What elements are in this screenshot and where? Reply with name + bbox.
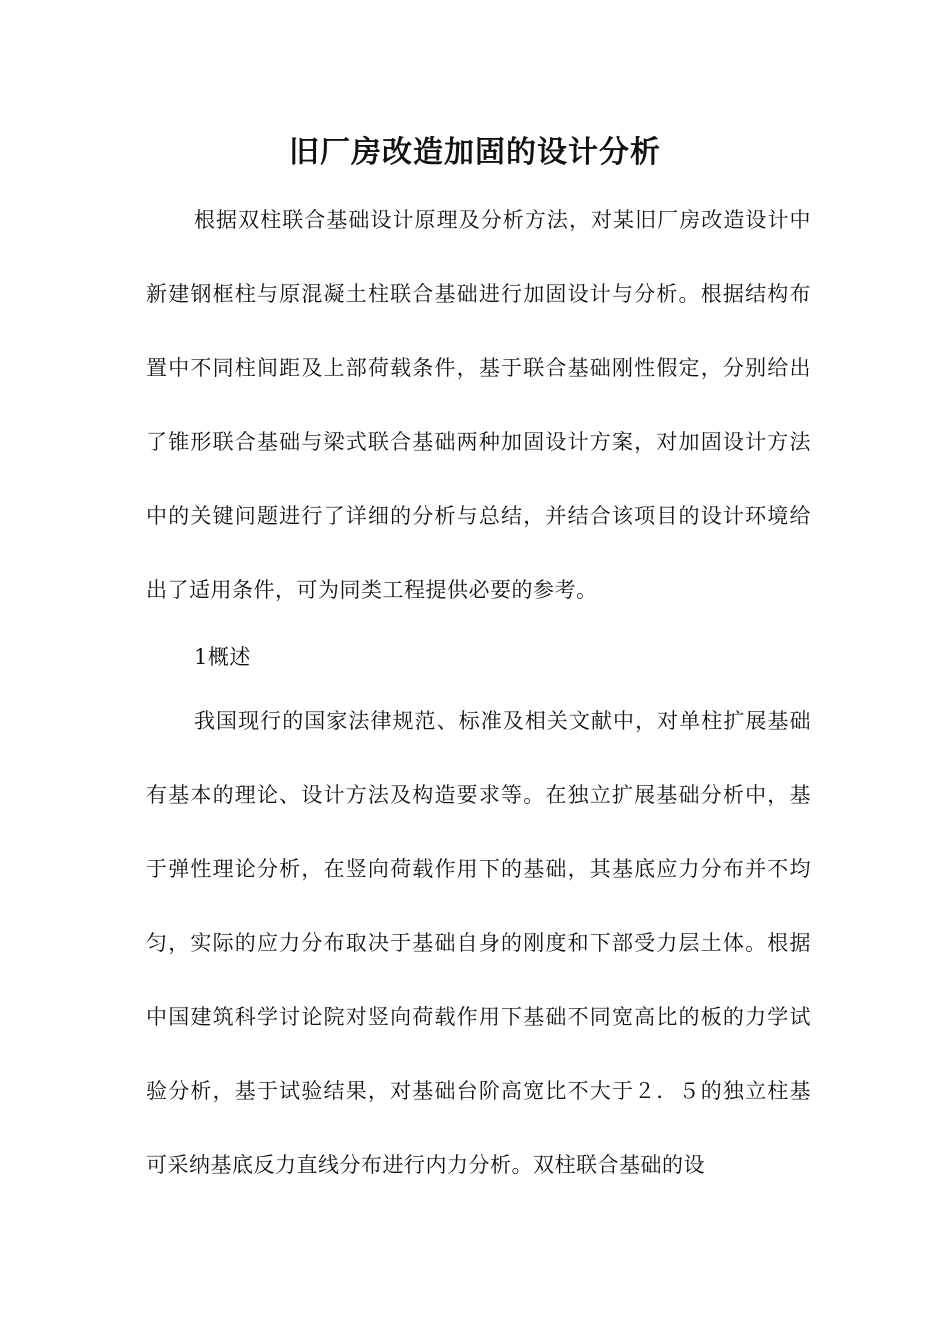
section-heading: 1概述 [194,645,251,669]
abstract-paragraph: 根据双柱联合基础设计原理及分析方法，对某旧厂房改造设计中新建钢框柱与原混凝土柱联合基础进行加固设计与分析。根据结构布置中不同柱间距及上部荷载条件，基于联合基础刚性假定，分别给出了锥形联合基础与梁式联合基础两种加固设计方案，对加固设计方法中的关键问题进行了详细的分析与总结，并结合该项目的设计环境给出了适用条件，可为同类工程提供必要的参考。 [146,208,811,602]
section-body-paragraph: 我国现行的国家法律规范、标准及相关文献中，对单柱扩展基础有基本的理论、设计方法及构造要求等。在独立扩展基础分析中，基于弹性理论分析，在竖向荷载作用下的基础，其基底应力分布并不均匀，实际的应力分布取决于基础自身的刚度和下部受力层土体。根据中国建筑科学讨论院对竖向荷载作用下基础不同宽高比的板的力学试验分析，基于试验结果，对基础台阶高宽比不大于２．５的独立柱基可采纳基底反力直线分布进行内力分析。双柱联合基础的设 [146,709,811,1177]
document-title: 旧厂房改造加固的设计分析 [289,135,661,170]
